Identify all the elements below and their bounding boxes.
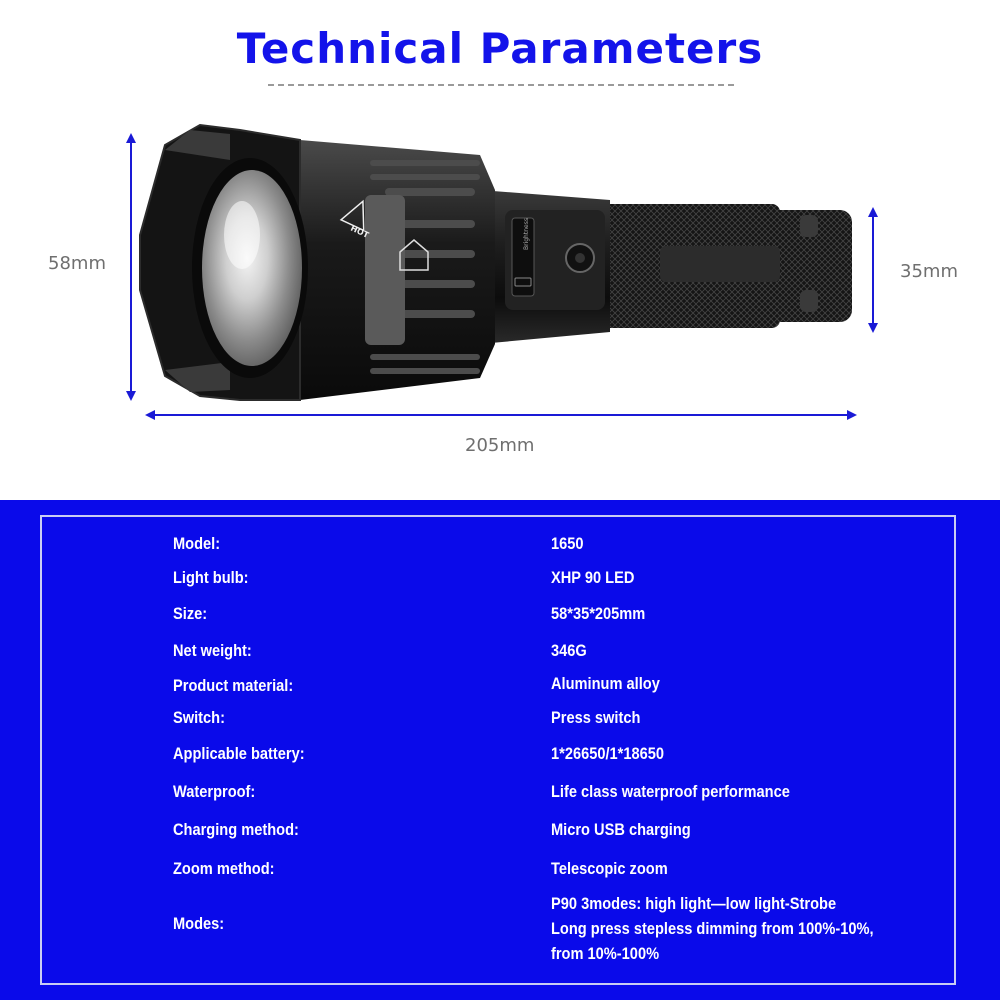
header (0, 0, 1000, 100)
spec-label: Zoom method: (173, 859, 275, 878)
spec-label: Net weight: (173, 641, 252, 660)
spec-label: Light bulb: (173, 568, 249, 587)
diameter-dimension-label: 35mm (900, 261, 958, 282)
spec-label: Model: (173, 534, 221, 553)
spec-label: Modes: (173, 914, 225, 933)
spec-value: Micro USB charging (551, 820, 691, 839)
page-title: Technical Parameters (236, 24, 764, 73)
spec-value: Life class waterproof performance (551, 782, 790, 801)
title-underline (268, 84, 734, 86)
spec-value: 58*35*205mm (551, 604, 646, 623)
specifications-panel (0, 500, 1000, 1000)
spec-value-line: Long press stepless dimming from 100%-10%, (551, 919, 874, 938)
hot-badge: HOT (349, 223, 371, 240)
spec-value-multiline (551, 891, 912, 966)
spec-value-line: P90 3modes: high light—low light-Strobe (551, 894, 837, 913)
product-illustration (0, 100, 1000, 500)
spec-label: Size: (173, 604, 208, 623)
spec-value-line: from 10%-100% (551, 944, 660, 963)
spec-value: 346G (551, 641, 587, 660)
spec-label: Product material: (173, 676, 294, 695)
brightness-display-label: Brightness (523, 218, 530, 250)
height-dimension-label: 58mm (48, 253, 106, 274)
spec-value: Press switch (551, 708, 641, 727)
spec-value: Telescopic zoom (551, 859, 668, 878)
length-dimension-label: 205mm (465, 435, 535, 456)
spec-label: Switch: (173, 708, 225, 727)
spec-label: Charging method: (173, 820, 299, 839)
spec-label: Applicable battery: (173, 744, 305, 763)
spec-value: 1*26650/1*18650 (551, 744, 665, 763)
spec-value: XHP 90 LED (551, 568, 635, 587)
spec-label: Waterproof: (173, 782, 256, 801)
spec-value: Aluminum alloy (551, 674, 660, 693)
spec-value: 1650 (551, 534, 584, 553)
